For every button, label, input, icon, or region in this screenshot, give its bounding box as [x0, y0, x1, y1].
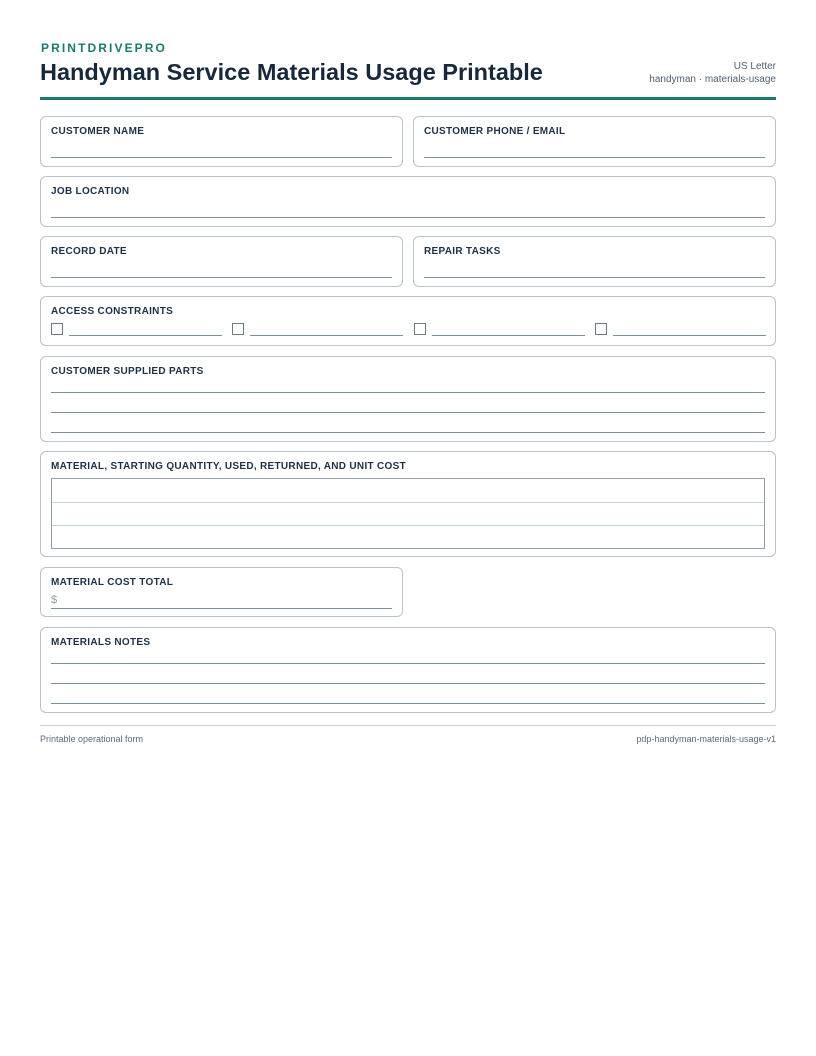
customer-supplied-parts-line[interactable] — [51, 432, 765, 433]
access-constraint-option — [232, 323, 403, 337]
access-constraint-write-line[interactable] — [69, 335, 222, 336]
repair-tasks-input-line[interactable] — [424, 277, 765, 278]
material-cost-total-input-line[interactable] — [51, 608, 392, 609]
access-constraint-checkbox[interactable] — [232, 323, 244, 335]
customer-supplied-parts-field — [40, 356, 776, 442]
materials-table-row[interactable] — [52, 479, 764, 502]
job-location-input-line[interactable] — [51, 217, 765, 218]
customer-supplied-parts-line[interactable] — [51, 392, 765, 393]
repair-tasks-label: REPAIR TASKS — [424, 246, 501, 257]
access-constraint-write-line[interactable] — [250, 335, 403, 336]
customer-name-field — [40, 116, 403, 167]
form-page — [40, 0, 776, 744]
customer-contact-field — [413, 116, 776, 167]
access-constraints-label: ACCESS CONSTRAINTS — [51, 306, 174, 317]
material-cost-total-label: MATERIAL COST TOTAL — [51, 577, 174, 588]
materials-table-row[interactable] — [52, 502, 764, 525]
access-constraint-checkbox[interactable] — [414, 323, 426, 335]
access-constraints-field — [40, 296, 776, 346]
job-location-label: JOB LOCATION — [51, 186, 130, 197]
materials-table — [51, 478, 765, 549]
form-header — [40, 0, 776, 100]
record-date-label: RECORD DATE — [51, 246, 127, 257]
page-title: Handyman Service Materials Usage Printable — [40, 59, 543, 85]
access-constraint-write-line[interactable] — [432, 335, 585, 336]
access-constraint-checkbox[interactable] — [595, 323, 607, 335]
material-cost-total-field — [40, 567, 403, 617]
customer-contact-input-line[interactable] — [424, 157, 765, 158]
record-date-input-line[interactable] — [51, 277, 392, 278]
materials-notes-field — [40, 627, 776, 713]
materials-table-label: MATERIAL, STARTING QUANTITY, USED, RETURNED, AND UNIT COST — [51, 461, 406, 472]
customer-supplied-parts-line[interactable] — [51, 412, 765, 413]
access-constraint-checkbox[interactable] — [51, 323, 63, 335]
form-identifier: pdp-handyman-materials-usage-v1 — [636, 734, 776, 744]
customer-name-input-line[interactable] — [51, 157, 392, 158]
job-location-field — [40, 176, 776, 227]
currency-prefix: $ — [51, 594, 58, 606]
form-footer — [40, 725, 776, 744]
access-constraint-option — [51, 323, 222, 337]
materials-table-field — [40, 451, 776, 557]
access-constraint-write-line[interactable] — [613, 335, 766, 336]
materials-notes-line[interactable] — [51, 663, 765, 664]
access-constraint-option — [414, 323, 585, 337]
customer-supplied-parts-label: CUSTOMER SUPPLIED PARTS — [51, 366, 204, 377]
materials-notes-label: MATERIALS NOTES — [51, 637, 151, 648]
document-tags: handyman · materials-usage — [649, 74, 776, 85]
paper-size: US Letter — [733, 61, 776, 72]
repair-tasks-field — [413, 236, 776, 287]
materials-notes-line[interactable] — [51, 683, 765, 684]
materials-notes-line[interactable] — [51, 703, 765, 704]
customer-contact-label: CUSTOMER PHONE / EMAIL — [424, 126, 566, 137]
brand-name: PRINTDRIVEPRO — [41, 41, 167, 55]
access-constraint-option — [595, 323, 766, 337]
customer-name-label: CUSTOMER NAME — [51, 126, 145, 137]
materials-table-row[interactable] — [52, 525, 764, 548]
footer-description: Printable operational form — [40, 734, 144, 744]
document-meta — [649, 60, 776, 86]
record-date-field — [40, 236, 403, 287]
